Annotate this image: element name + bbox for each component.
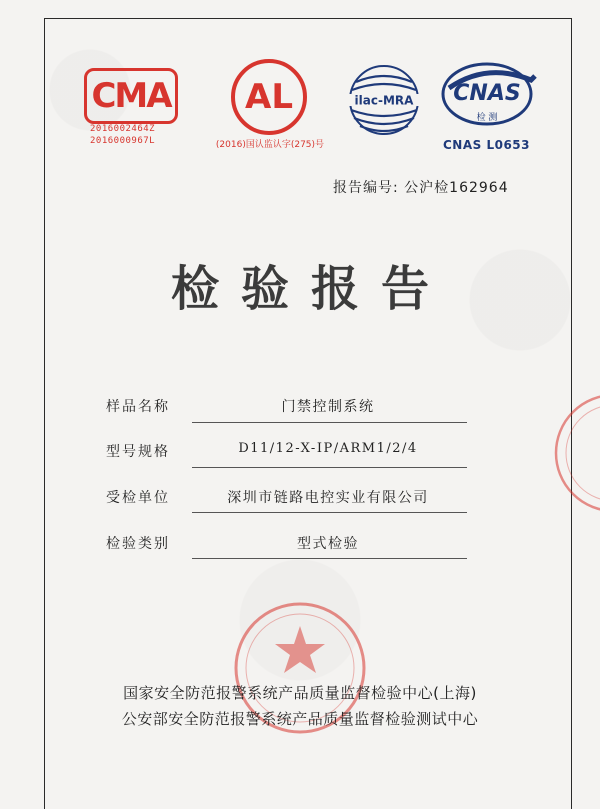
field-label-test-type: 检验类别	[106, 536, 170, 552]
field-value-sample-name: 门禁控制系统	[281, 399, 375, 415]
field-label-sample-name: 样品名称	[106, 399, 170, 415]
cma-mark: CMA	[84, 68, 178, 124]
cma-number-1: 2016002464Z	[90, 124, 156, 134]
ilac-globe-icon	[342, 60, 427, 150]
cnas-sub: 检 测	[476, 113, 498, 123]
field-value-model: D11/12-X-IP/ARM1/2/4	[238, 441, 418, 456]
field-label-model: 型号规格	[106, 444, 170, 460]
field-underline	[192, 558, 467, 559]
report-number: 报告编号: 公沪检162964	[333, 180, 509, 196]
cal-logo	[205, 55, 335, 165]
page-title: 检验报告	[170, 261, 451, 317]
issuer-line-2: 公安部安全防范报警系统产品质量监督检验测试中心	[121, 710, 479, 728]
cnas-mark: CNAS	[453, 81, 521, 106]
field-value-client: 深圳市链路电控实业有限公司	[227, 490, 429, 506]
ilac-mra-logo	[342, 60, 427, 150]
cnas-emblem-icon	[435, 58, 545, 138]
field-value-test-type: 型式检验	[297, 536, 359, 552]
cnas-logo	[435, 58, 545, 158]
field-underline	[192, 422, 467, 423]
cal-mark: AL	[231, 59, 307, 135]
cma-logo	[80, 60, 180, 170]
issuer-line-1: 国家安全防范报警系统产品质量监督检验中心(上海)	[123, 684, 477, 702]
field-underline	[192, 512, 467, 513]
ilac-mark: ilac-MRA	[354, 93, 414, 108]
field-label-client: 受检单位	[106, 490, 170, 506]
edge-seal-stamp	[552, 378, 600, 528]
field-underline	[192, 467, 467, 468]
cal-caption: (2016)国认监认字(275)号	[215, 140, 325, 150]
seal-star-icon	[275, 626, 325, 673]
cnas-number: CNAS L0653	[443, 138, 531, 152]
cma-number-2: 2016000967L	[90, 136, 156, 146]
